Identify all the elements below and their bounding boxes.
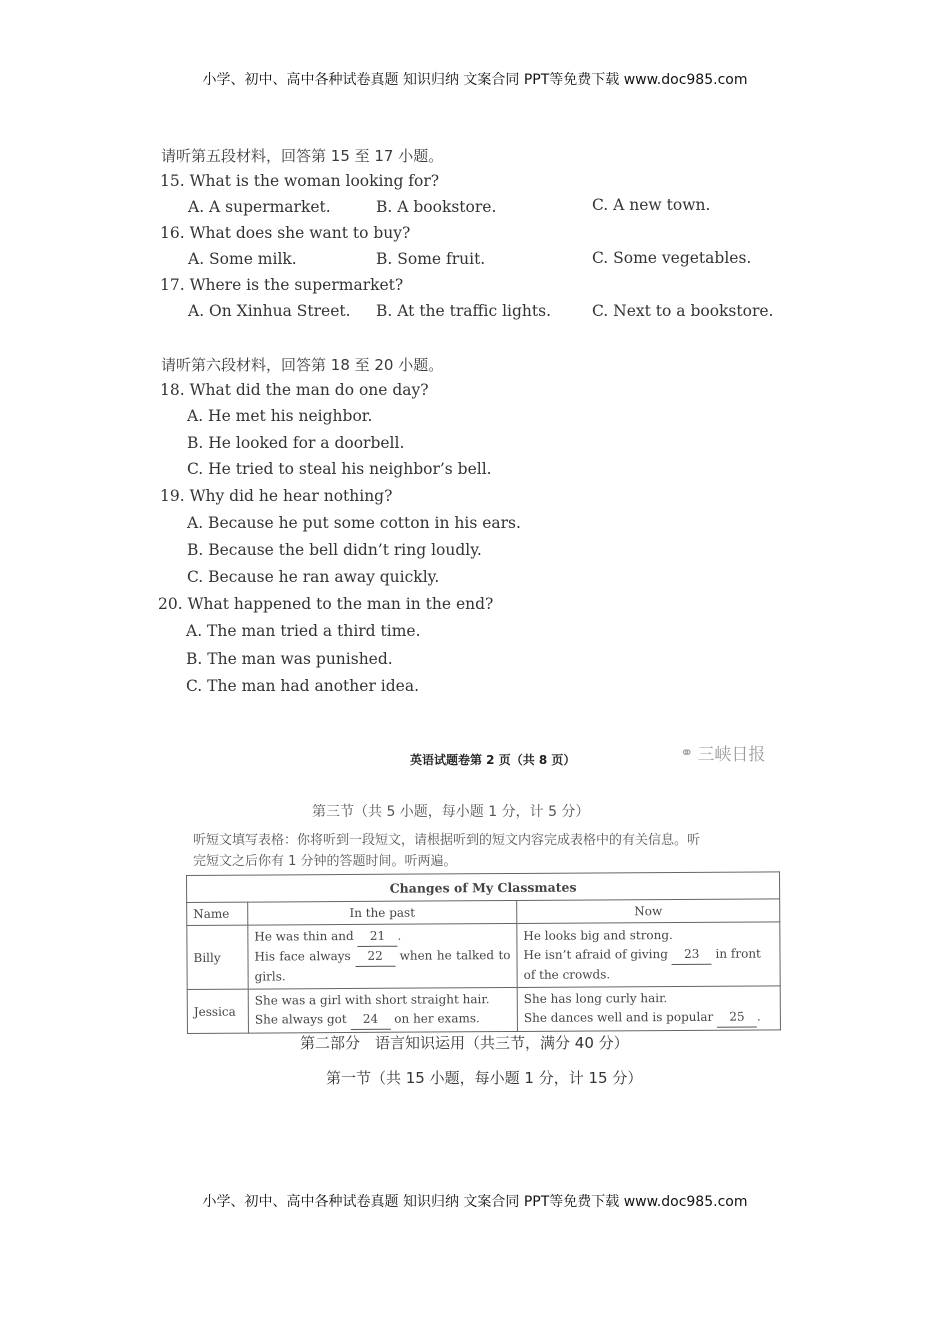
part2-section1-title: 第一节（共 15 小题，每小题 1 分，计 15 分）: [326, 1069, 643, 1087]
question-18: 18. What did the man do one day?: [160, 381, 429, 399]
q18-option-c: C. He tried to steal his neighbor’s bell.: [187, 460, 492, 478]
section3-instruction-line1: 听短文填写表格：你将听到一段短文，请根据听到的短文内容完成表格中的有关信息。听: [193, 833, 701, 848]
section3-title: 第三节（共 5 小题，每小题 1 分，计 5 分）: [312, 804, 590, 820]
header-past: In the past: [248, 900, 517, 925]
text: in front of the crowds.: [523, 945, 761, 982]
question-19: 19. Why did he hear nothing?: [160, 487, 393, 505]
watermark: [680, 740, 765, 765]
text: on her exams.: [390, 1011, 480, 1026]
q15-option-b: B. A bookstore.: [376, 198, 497, 216]
blank-22: 22: [355, 947, 395, 967]
table-title: Changes of My Classmates: [187, 872, 780, 903]
q17-option-a: A. On Xinhua Street.: [188, 302, 351, 320]
text: His face always: [254, 948, 356, 964]
site-footer: 小学、初中、高中各种试卷真题 知识归纳 文案合同 PPT等免费下载 www.doc985.com: [202, 1194, 748, 1210]
q16-option-c: C. Some vegetables.: [592, 249, 752, 267]
site-header: 小学、初中、高中各种试卷真题 知识归纳 文案合同 PPT等免费下载 www.doc985.com: [202, 72, 748, 88]
section3-instruction-line2: 完短文之后你有 1 分钟的答题时间。听两遍。: [193, 854, 457, 869]
header-name: Name: [187, 902, 248, 925]
classmates-table: [186, 871, 781, 1034]
q20-option-c: C. The man had another idea.: [186, 677, 419, 695]
row-now: [517, 922, 780, 988]
q19-option-c: C. Because he ran away quickly.: [187, 568, 440, 586]
section5-instruction: 请听第五段材料，回答第 15 至 17 小题。: [161, 147, 444, 165]
q16-option-b: B. Some fruit.: [376, 250, 486, 268]
row-now: [517, 986, 780, 1032]
q15-option-c: C. A new town.: [592, 196, 711, 214]
page-number: 英语试题卷第 2 页（共 8 页）: [410, 753, 576, 767]
text: He isn’t afraid of giving: [523, 946, 672, 962]
text: She has long curly hair.: [523, 991, 668, 1006]
blank-24: 24: [350, 1010, 390, 1030]
q19-option-a: A. Because he put some cotton in his ears.: [187, 514, 521, 532]
blank-23: 23: [672, 944, 712, 964]
question-17: 17. Where is the supermarket?: [160, 276, 404, 294]
text: He looks big and strong.: [523, 927, 673, 943]
question-15: 15. What is the woman looking for?: [160, 172, 440, 190]
text: She was a girl with short straight hair.: [254, 992, 490, 1008]
text: when he talked to girls.: [254, 948, 511, 984]
row-past: [248, 987, 517, 1033]
watermark-text: 三峡日报: [697, 745, 766, 765]
q18-option-b: B. He looked for a doorbell.: [187, 434, 405, 452]
q15-option-a: A. A supermarket.: [188, 198, 331, 216]
text: .: [756, 1009, 761, 1024]
blank-25: 25: [717, 1008, 757, 1028]
header-now: Now: [517, 899, 780, 924]
wechat-icon: ⚭: [680, 743, 694, 762]
text: .: [397, 928, 402, 943]
table-row: [187, 922, 780, 990]
q19-option-b: B. Because the bell didn’t ring loudly.: [187, 541, 482, 559]
q17-option-b: B. At the traffic lights.: [376, 302, 552, 320]
part2-title: 第二部分 语言知识运用（共三节，满分 40 分）: [300, 1034, 629, 1052]
text: She dances well and is popular: [523, 1009, 718, 1025]
q17-option-c: C. Next to a bookstore.: [592, 302, 774, 320]
row-name: Billy: [187, 925, 248, 989]
q18-option-a: A. He met his neighbor.: [187, 407, 373, 425]
row-name: Jessica: [187, 989, 248, 1033]
question-16: 16. What does she want to buy?: [160, 224, 411, 242]
q20-option-a: A. The man tried a third time.: [186, 622, 421, 640]
table-row: [187, 986, 780, 1034]
question-20: 20. What happened to the man in the end?: [158, 595, 494, 613]
q20-option-b: B. The man was punished.: [186, 650, 393, 668]
blank-21: 21: [357, 927, 397, 947]
q16-option-a: A. Some milk.: [188, 250, 297, 268]
section6-instruction: 请听第六段材料，回答第 18 至 20 小题。: [161, 356, 444, 374]
text: She always got: [254, 1011, 351, 1027]
row-past: [248, 923, 517, 989]
text: He was thin and: [254, 928, 358, 944]
